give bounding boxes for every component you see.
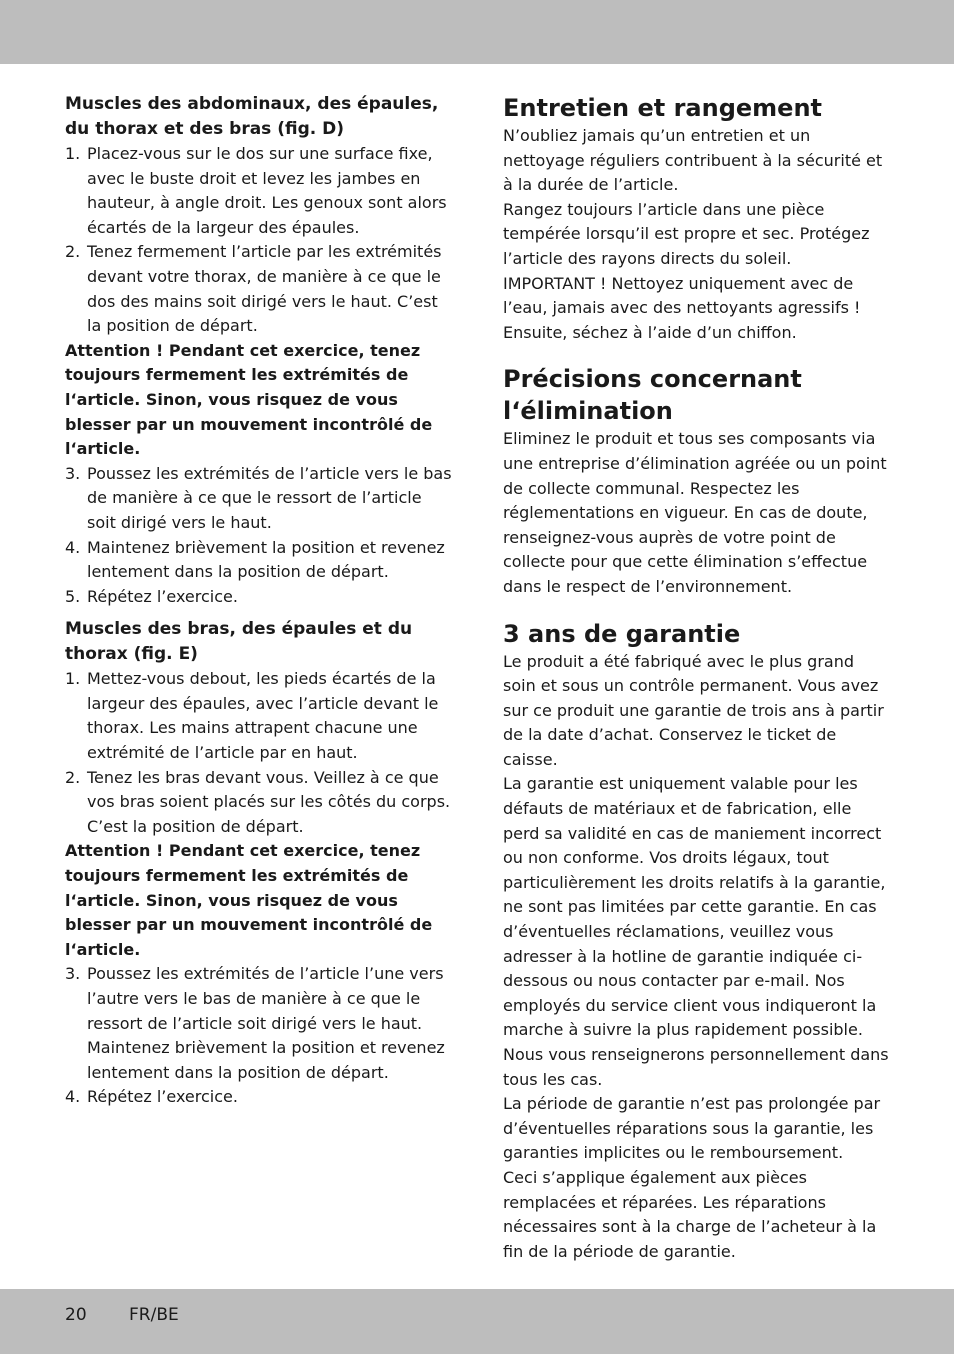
step-item	[65, 462, 453, 536]
warranty-paragraph: La garantie est uniquement valable pour les défauts de matériaux et de fabrication, elle perd sa validité en cas de maniement incorrect ou non conforme. Vos droits légaux, tout particulièrement les droits relatifs à la garantie, ne sont pas limitées par cette garantie. En cas d’éventuelles réclamations, veuillez vous adresser à la hotline de garantie indiquée ci-dessous ou nous contacter par e-mail. Nos employés du service client vous indiqueront la marche à suivre la plus rapidement possible. Nous vous renseignerons personnellement dans tous les cas.	[503, 774, 889, 1089]
steps-list	[65, 462, 453, 610]
step-item	[65, 240, 453, 338]
care-heading: Entretien et rangement	[503, 94, 823, 122]
care-paragraph: IMPORTANT ! Nettoyez uniquement avec de l’eau, jamais avec des nettoyants agressifs ! Ensuite, séchez à l’aide d’un chiffon.	[503, 273, 861, 342]
steps-list	[65, 142, 453, 339]
warning-text: Attention ! Pendant cet exercice, tenez toujours fermement les extrémités de l‘article. Sinon, vous risquez de vous blesser par un mouvement incontrôlé de l‘article.	[65, 841, 433, 959]
warning-text: Attention ! Pendant cet exercice, tenez toujours fermement les extrémités de l‘article. Sinon, vous risquez de vous blesser par un mouvement incontrôlé de l‘article.	[65, 340, 433, 459]
step-item	[65, 667, 453, 765]
step-text: Répétez l’exercice.	[87, 1087, 238, 1107]
step-number: 4.	[65, 537, 81, 557]
step-text: Poussez les extrémités de l’article l’une vers l’autre vers le bas de manière à ce que le ressort de l’article soit dirigé vers le haut. Maintenez brièvement la position et revenez lentement dans la position de départ.	[87, 964, 445, 1082]
step-item	[65, 142, 453, 240]
step-item	[65, 766, 453, 840]
step-number: 4.	[65, 1087, 81, 1107]
language-code: FR/BE	[129, 1305, 179, 1325]
step-number: 1.	[65, 144, 81, 163]
disposal-paragraph: Eliminez le produit et tous ses composants via une entreprise d’élimination agréée ou un point de collecte communal. Respectez les réglementations en vigueur. En cas de doute, renseignez-vous auprès de votre point de collecte pour que cette élimination s’effectue dans le respect de l’environnement.	[503, 429, 887, 596]
disposal-heading: Précisions concernant l‘élimination	[503, 365, 802, 426]
step-text: Placez-vous sur le dos sur une surface fixe, avec le buste droit et levez les jambes en hauteur, à angle droit. Les genoux sont alors écartés de la largeur des épaules.	[87, 144, 447, 237]
care-paragraph: N’oubliez jamais qu’un entretien et un nettoyage réguliers contribuent à la sécurité et à la durée de l’article.	[503, 126, 883, 195]
left-column	[65, 92, 453, 1110]
step-item	[65, 1085, 453, 1110]
step-number: 5.	[65, 586, 81, 606]
step-item	[65, 962, 453, 1085]
warranty-paragraph: Le produit a été fabriqué avec le plus grand soin et sous un contrôle permanent. Vous avez sur ce produit une garantie de trois ans à partir de la date d’achat. Conservez le ticket de caisse.	[503, 651, 884, 769]
warranty-paragraph: Ceci s’applique également aux pièces remplacées et réparées. Les réparations nécessaires sont à la charge de l’acheteur à la fin de la période de garantie.	[503, 1167, 877, 1261]
header-band	[0, 0, 954, 64]
step-number: 3.	[65, 964, 81, 984]
page-number: 20	[65, 1305, 87, 1325]
steps-list	[65, 667, 453, 839]
step-number: 1.	[65, 669, 81, 689]
step-text: Répétez l’exercice.	[87, 586, 238, 606]
step-number: 3.	[65, 463, 81, 483]
section-heading-fig-d: Muscles des abdominaux, des épaules, du thorax et des bras (fig. D)	[65, 94, 439, 139]
right-column	[503, 92, 891, 1264]
step-text: Maintenez brièvement la position et revenez lentement dans la position de départ.	[87, 537, 445, 582]
warranty-paragraph: La période de garantie n’est pas prolongée par d’éventuelles réparations sous la garantie, les garanties implicites ou le remboursement.	[503, 1094, 881, 1163]
step-text: Tenez fermement l’article par les extrémités devant votre thorax, de manière à ce que le dos des mains soit dirigé vers le haut. C’est la position de départ.	[87, 242, 442, 336]
step-item	[65, 585, 453, 610]
step-text: Tenez les bras devant vous. Veillez à ce que vos bras soient placés sur les côtés du corps. C’est la position de départ.	[87, 767, 451, 836]
care-paragraph: Rangez toujours l’article dans une pièce tempérée lorsqu’il est propre et sec. Protégez l’article des rayons directs du soleil.	[503, 199, 870, 268]
steps-list	[65, 962, 453, 1110]
step-text: Mettez-vous debout, les pieds écartés de la largeur des épaules, avec l’article devant le thorax. Les mains attrapent chacune une extrémité de l’article par en haut.	[87, 669, 439, 763]
step-item	[65, 536, 453, 585]
step-number: 2.	[65, 242, 81, 262]
warranty-heading: 3 ans de garantie	[503, 619, 741, 648]
step-number: 2.	[65, 767, 81, 787]
section-heading-fig-e: Muscles des bras, des épaules et du thorax (fig. E)	[65, 619, 413, 665]
step-text: Poussez les extrémités de l’article vers le bas de manière à ce que le ressort de l’article soit dirigé vers le haut.	[87, 463, 452, 532]
